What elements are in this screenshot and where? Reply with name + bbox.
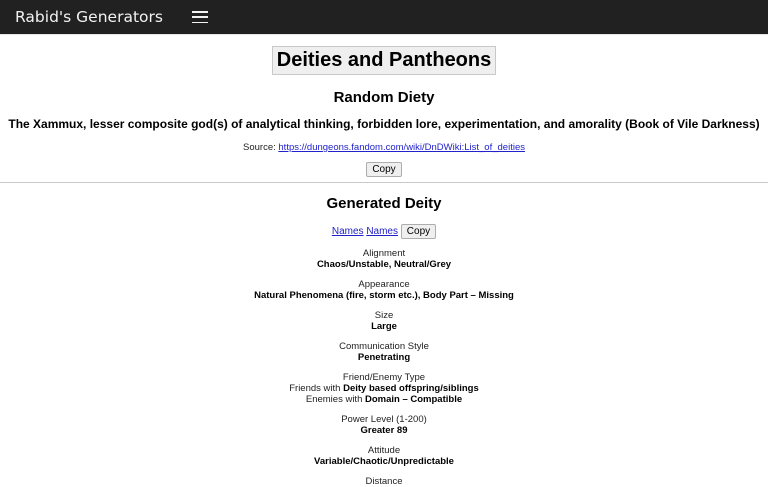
field-distance xyxy=(0,476,768,487)
source-line xyxy=(0,142,768,153)
section-divider xyxy=(0,182,768,183)
field-label: Size xyxy=(374,310,394,321)
random-deity-heading: Random Diety xyxy=(333,89,435,106)
random-deity-result: The Xammux, lesser composite god(s) of analytical thinking, forbidden lore, experimentation, and amorality (Book of Vile Darkness) xyxy=(8,117,760,131)
friends-prefix: Friends with xyxy=(289,383,344,394)
enemies-value: Domain – Compatible xyxy=(365,394,463,405)
field-value: Chaos/Unstable, Neutral/Grey xyxy=(316,259,452,270)
field-label: Power Level (1-200) xyxy=(341,414,427,425)
field-label: Alignment xyxy=(362,248,406,259)
field-alignment xyxy=(0,248,768,270)
field-appearance xyxy=(0,279,768,301)
field-friend-enemy xyxy=(0,372,768,405)
source-link[interactable]: https://dungeons.fandom.com/wiki/DnDWiki:List_of_deities xyxy=(278,142,525,153)
friends-line xyxy=(0,383,768,394)
field-power-level xyxy=(0,414,768,436)
random-deity-section xyxy=(0,89,768,177)
names-row xyxy=(0,224,768,239)
field-label: Distance xyxy=(365,476,403,487)
field-value: Variable/Chaotic/Unpredictable xyxy=(314,456,454,467)
copy-random-button[interactable]: Copy xyxy=(366,162,401,177)
enemies-line xyxy=(0,394,768,405)
enemies-prefix: Enemies with xyxy=(305,394,365,405)
names-link-2[interactable]: Names xyxy=(366,226,398,237)
field-value: Greater 89 xyxy=(360,425,408,436)
field-value: Large xyxy=(371,321,397,332)
deity-fields xyxy=(0,248,768,487)
field-value: Natural Phenomena (fire, storm etc.), Body Part – Missing xyxy=(254,290,514,301)
field-value: Penetrating xyxy=(357,352,411,363)
top-navbar xyxy=(0,0,768,35)
menu-line xyxy=(192,11,208,13)
copy-generated-button[interactable]: Copy xyxy=(401,224,436,239)
page-title: Deities and Pantheons xyxy=(272,46,497,75)
hamburger-menu-icon[interactable] xyxy=(192,11,208,23)
field-label: Friend/Enemy Type xyxy=(342,372,426,383)
generated-deity-heading: Generated Deity xyxy=(326,195,442,212)
menu-line xyxy=(192,16,208,18)
field-label: Communication Style xyxy=(339,341,429,352)
source-label: Source: xyxy=(243,142,279,153)
field-communication-style xyxy=(0,341,768,363)
page-title-wrap xyxy=(0,46,768,75)
generated-deity-section xyxy=(0,195,768,487)
friends-value: Deity based offspring/siblings xyxy=(343,383,479,394)
menu-line xyxy=(192,22,208,24)
names-link-1[interactable]: Names xyxy=(331,226,364,237)
brand-link[interactable]: Rabid's Generators xyxy=(15,8,163,26)
field-label: Attitude xyxy=(367,445,401,456)
field-label: Appearance xyxy=(358,279,410,290)
field-size xyxy=(0,310,768,332)
field-attitude xyxy=(0,445,768,467)
